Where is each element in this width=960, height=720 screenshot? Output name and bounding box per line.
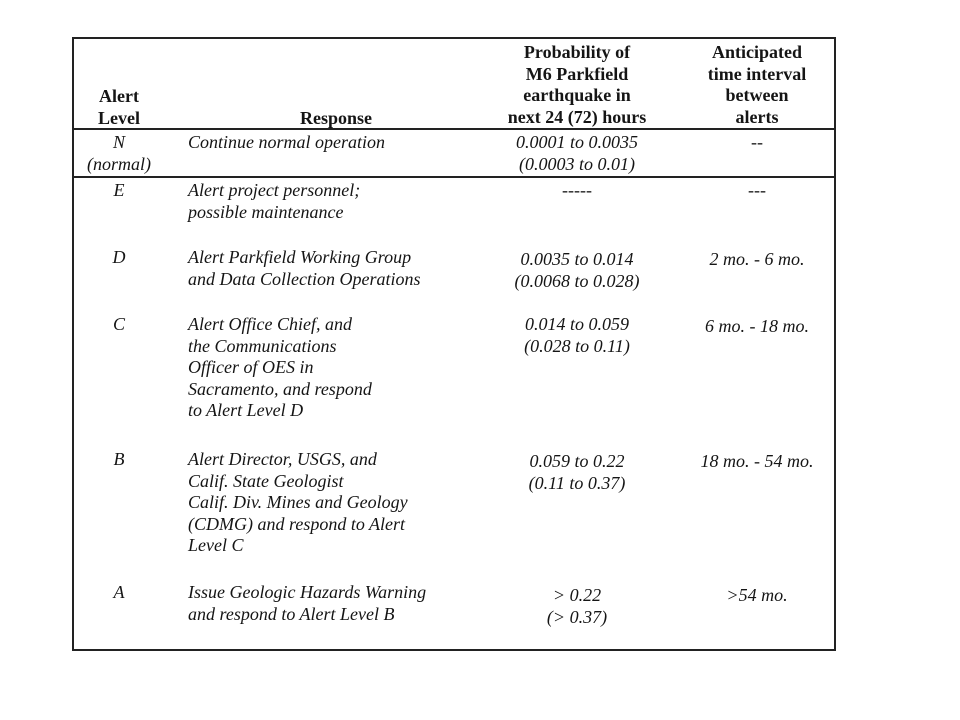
header-response: Response [299,108,372,128]
row-b-probability: 0.059 to 0.22 (0.11 to 0.37) [528,451,626,493]
row-n-response: Continue normal operation [188,132,385,152]
header-alert-level: Alert Level [98,86,140,128]
row-c-level: C [112,314,125,334]
row-n-probability: 0.0001 to 0.0035 (0.0003 to 0.01) [515,132,638,174]
row-e-interval: --- [748,180,766,200]
row-c-interval: 6 mo. - 18 mo. [705,316,809,336]
row-b-level: B [113,449,125,469]
row-d-interval: 2 mo. - 6 mo. [709,249,805,269]
header-probability: Probability of M6 Parkfield earthquake in next 24 (72) hours [507,42,647,127]
row-d-level: D [112,247,126,267]
row-e-probability: ----- [562,180,592,200]
row-b-interval: 18 mo. - 54 mo. [700,451,814,471]
header-interval: Anticipated time interval between alerts [707,42,807,127]
row-a-interval: >54 mo. [726,585,788,605]
row-n-level: N (normal) [87,132,151,174]
row-a-response: Issue Geologic Hazards Warning and respond to Alert Level B [188,582,427,624]
row-d-response: Alert Parkfield Working Group and Data Collection Operations [188,247,421,289]
row-d-probability: 0.0035 to 0.014 (0.0068 to 0.028) [514,249,640,291]
row-a-level: A [113,582,125,602]
row-b-response: Alert Director, USGS, and Calif. State Geologist Calif. Div. Mines and Geology (CDMG) and respond to Alert Level C [188,449,408,555]
header-rule [72,128,836,130]
row-c-response: Alert Office Chief, and the Communications Officer of OES in Sacramento, and respond to Alert Level D [188,314,372,420]
row-a-probability: > 0.22 (> 0.37) [546,585,608,627]
row-c-probability: 0.014 to 0.059 (0.028 to 0.11) [524,314,630,356]
row-e-response: Alert project personnel; possible maintenance [188,180,361,222]
row-e-level: E [113,180,125,200]
row-n-interval: -- [751,132,763,152]
row-rule [72,176,836,178]
